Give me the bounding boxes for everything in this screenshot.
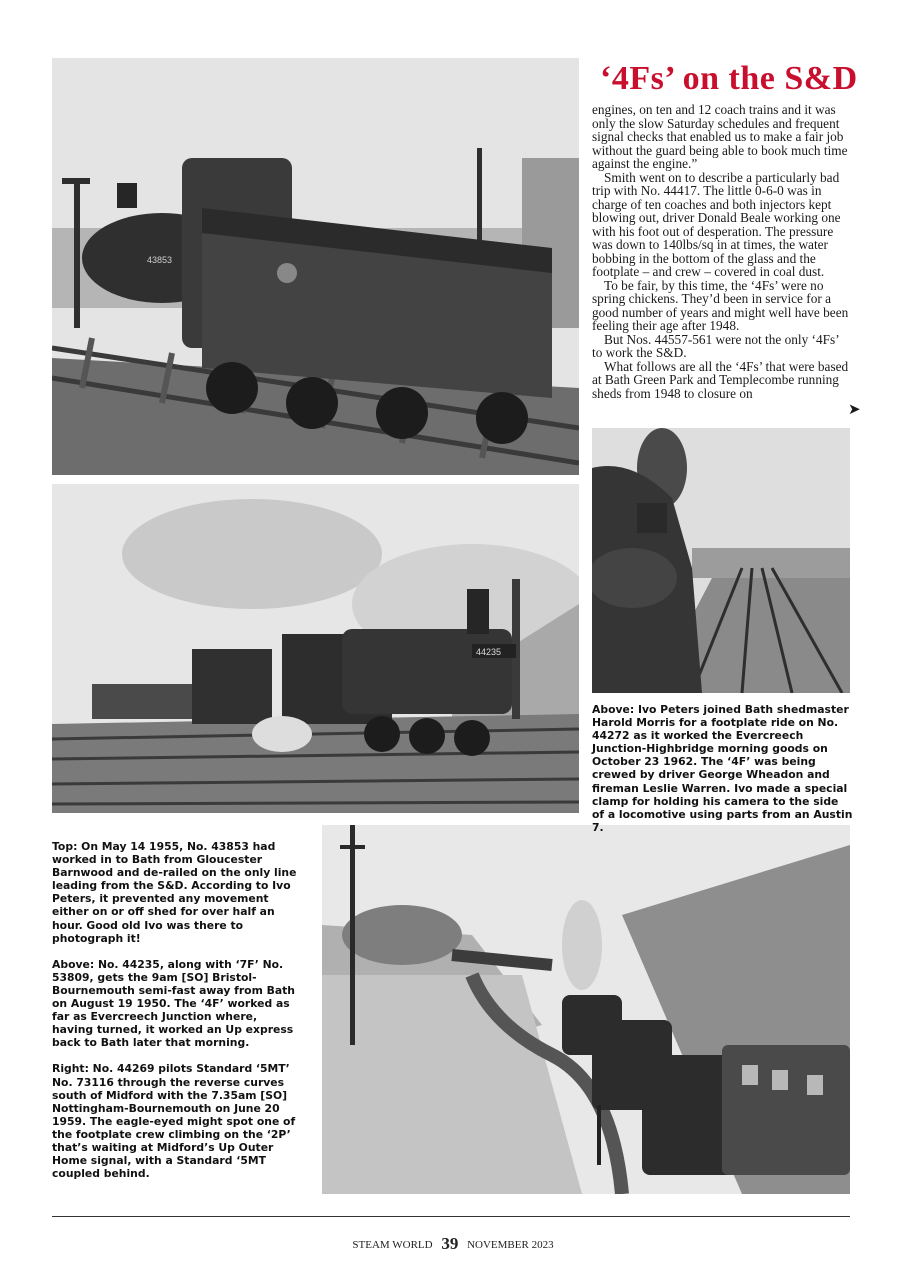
top-loco-number: 43853 — [147, 255, 173, 265]
photo-44235-and-53809 — [52, 484, 579, 813]
caption-text: Above: Ivo Peters joined Bath shedmaster Harold Morris for a footplate ride on No. 44272 as it worked the Evercreech Junction-Highbridge morning goods on October 23 1962. The ‘4F’ was being crewed by driver George Wheadon and fireman Leslie Warren. Ivo made a special clamp for holding his camera to the side of a locomotive using parts from an Austin 7. — [592, 703, 853, 834]
caption-top-photo: Top: On May 14 1955, No. 43853 had worked in to Bath from Gloucester Barnwood and de-railed on the only line leading from the S&D. According to Ivo Peters, it prevented any movement either on or off shed for over half an hour. Good old Ivo was there to photograph it! — [52, 840, 297, 945]
body-paragraph: But Nos. 44557-561 were not the only ‘4Fs’ to work the S&D. — [592, 331, 839, 360]
photo-derailed-4f-43853 — [52, 58, 579, 475]
mid-loco-number: 44235 — [476, 647, 502, 657]
photo-mid-illustration — [52, 484, 579, 813]
issue-date: NOVEMBER 2023 — [467, 1239, 554, 1251]
caption-block-left — [52, 840, 298, 1193]
article-headline: ‘4Fs’ on the S&D — [600, 60, 858, 97]
photo-top-illustration — [52, 58, 579, 475]
caption-bottom-photo: Right: No. 44269 pilots Standard ‘5MT’ No. 73116 through the reverse curves south of Midford with the 7.35am [SO] Nottingham-Bournemouth on June 20 1959. The eagle-eyed might spot one of the footplate crew climbing on the ‘2P’ that’s waiting at Midford’s Up Outer Home signal, with a Standard ‘5MT coupled behind. — [52, 1062, 296, 1181]
footer-rule — [52, 1216, 850, 1217]
caption-footplate-photo — [592, 703, 854, 847]
page-number: 39 — [441, 1234, 459, 1253]
photo-right-illustration — [592, 428, 850, 693]
body-paragraph: To be fair, by this time, the ‘4Fs’ were no spring chickens. They’d been in service for a good number of years and might well have been feeling their age after 1948. — [592, 277, 849, 333]
photo-bottom-illustration — [322, 825, 850, 1194]
continue-arrow-icon: ➤ — [848, 400, 861, 418]
photo-footplate-view-44272 — [592, 428, 850, 693]
magazine-name: STEAM WORLD — [352, 1239, 433, 1251]
page-footer — [0, 1234, 906, 1254]
photo-44269-and-73116 — [322, 825, 850, 1194]
caption-mid-photo: Above: No. 44235, along with ‘7F’ No. 53809, gets the 9am [SO] Bristol-Bournemouth semi-fast away from Bath on August 19 1950. The ‘4F’ worked as far as Evercreech Junction where, having turned, it worked an Up express back to Bath later that morning. — [52, 957, 295, 1050]
body-paragraph: engines, on ten and 12 coach trains and it was only the slow Saturday schedules and frequent signal checks that enabled us to make a fair job without the guard being able to book much time against the engine.” — [592, 102, 848, 171]
article-body-column — [592, 103, 850, 400]
body-paragraph: Smith went on to describe a particularly bad trip with No. 44417. The little 0-6-0 was in charge of ten coaches and both injectors kept blowing out, driver Donald Beale working one with his foot out of desperation. The pressure was down to 140lbs/sq in at times, the water bobbing in the bottom of the glass and the footplate – and crew – covered in coal dust. — [592, 169, 841, 279]
body-paragraph: What follows are all the ‘4Fs’ that were based at Bath Green Park and Templecombe running sheds from 1948 to closure on — [592, 358, 849, 401]
